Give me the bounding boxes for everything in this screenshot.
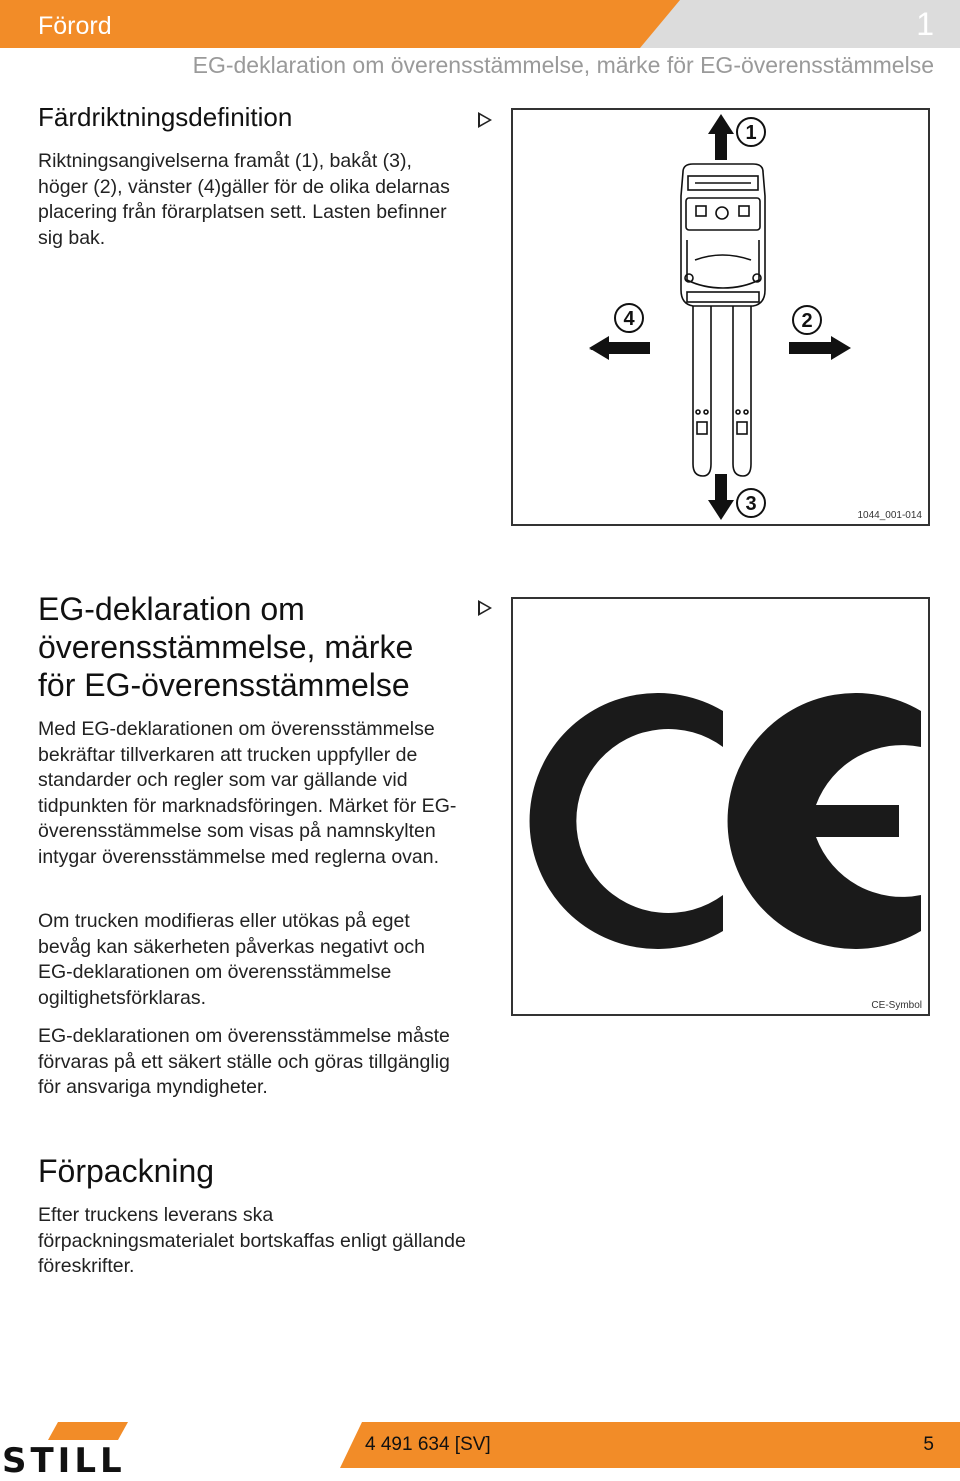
arrow-left-icon xyxy=(589,336,650,360)
section-title: Förord xyxy=(38,12,112,40)
figure-marker-icon xyxy=(478,112,492,128)
still-logo xyxy=(0,1420,180,1481)
label-2-circle xyxy=(793,306,821,334)
heading-ce-declaration: EG-deklaration om överensstämmelse, märke för EG-överensstämmelse xyxy=(38,591,414,703)
page-number: 5 xyxy=(923,1434,934,1455)
paragraph-travel-direction: Riktningsangivelserna framåt (1), bakåt (3), höger (2), vänster (4)gäller för de olika delarnas placering från förarplatsen sett. Lasten befinner sig bak. xyxy=(38,150,450,249)
label-4-circle xyxy=(615,304,643,332)
heading-travel-direction: Färdriktningsdefinition xyxy=(38,102,293,132)
truck-direction-diagram xyxy=(513,110,928,524)
label-2: 2 xyxy=(801,310,813,332)
paragraph-ce-1: Med EG-deklarationen om överensstämmelse bekräftar tillverkaren att trucken uppfyller de standarder och regler som var gällande vid tidpunkten för marknadsföringen. Märket för EG-överensstämmelse som visas på namnskylten intygar överensstämmelse med reglerna ovan. xyxy=(38,718,457,868)
heading-packaging: Förpackning xyxy=(38,1153,215,1189)
document-number: 4 491 634 [SV] xyxy=(365,1434,491,1455)
ce-mark-icon xyxy=(513,599,928,1014)
chapter-number: 1 xyxy=(916,6,934,42)
paragraph-ce-2: Om trucken modifieras eller utökas på eget bevåg kan säkerheten påverkas negativt och EG-deklarationen om överensstämmelse ogiltighetsförklaras. xyxy=(38,910,426,1009)
label-3: 3 xyxy=(745,493,757,515)
page-subtitle: EG-deklaration om överensstämmelse, märke för EG-överensstämmelse xyxy=(192,52,934,78)
logo-text: STILL xyxy=(2,1441,126,1476)
truck-outline xyxy=(681,164,765,476)
arrow-right-icon xyxy=(789,336,851,360)
figure-caption: 1044_001-014 xyxy=(857,510,922,521)
arrow-forward-icon xyxy=(708,114,734,160)
paragraph-packaging: Efter truckens leverans ska förpackningsmaterialet bortskaffas enligt gällande föreskrifter. xyxy=(38,1204,466,1278)
figure-travel-direction xyxy=(511,108,930,526)
arrow-backward-icon xyxy=(708,474,734,520)
label-1-circle xyxy=(737,118,765,146)
paragraph-ce-3: EG-deklarationen om överensstämmelse måste förvaras på ett säkert ställe och göras tillgänglig för ansvariga myndigheter. xyxy=(38,1025,450,1099)
figure-ce-symbol xyxy=(511,597,930,1016)
label-3-circle xyxy=(737,489,765,517)
figure-marker-icon xyxy=(478,600,492,616)
label-4: 4 xyxy=(623,308,635,330)
label-1: 1 xyxy=(745,122,757,144)
header-bar-grey xyxy=(640,0,960,48)
figure-caption: CE-Symbol xyxy=(871,1000,922,1011)
